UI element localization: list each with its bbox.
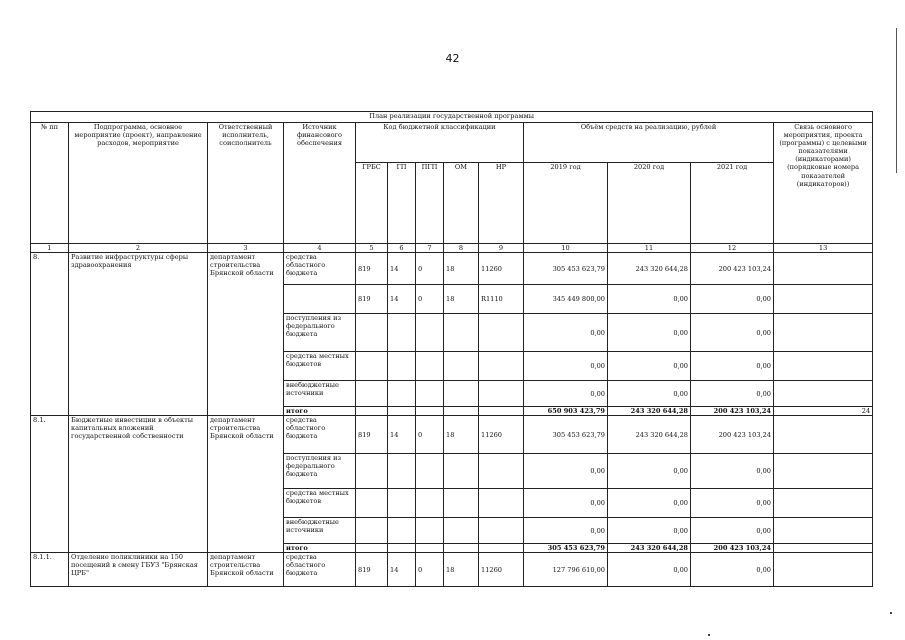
table-row <box>31 553 873 587</box>
header-pgp: ПГП <box>416 163 444 244</box>
col-number: 1 <box>31 244 69 253</box>
row-executor: департамент строительства Брянской области <box>208 553 284 587</box>
header-volume: Объём средств на реализацию, рублей <box>524 123 774 163</box>
total-label: итого <box>284 407 356 416</box>
cell-2019: 0,00 <box>524 489 608 518</box>
cell-2019: 345 449 800,00 <box>524 285 608 314</box>
program-plan-table <box>30 111 873 587</box>
cell-gp: 14 <box>388 553 416 587</box>
total-2020: 243 320 644,28 <box>608 407 691 416</box>
scan-speck <box>890 612 892 614</box>
table-row <box>31 253 873 285</box>
cell-grbs: 819 <box>356 416 388 454</box>
cell-2021: 0,00 <box>691 489 774 518</box>
col-number: 10 <box>524 244 608 253</box>
cell-pgp: 0 <box>416 553 444 587</box>
cell-2021: 0,00 <box>691 553 774 587</box>
scan-edge-line <box>896 28 897 173</box>
header-2020: 2020 год <box>608 163 691 244</box>
header-program: Подпрограмма, основное мероприятие (проект), направление расходов, мероприятие <box>69 123 208 244</box>
row-num: 8. <box>31 253 69 416</box>
cell-link <box>774 381 873 407</box>
table-row <box>31 416 873 454</box>
header-2021: 2021 год <box>691 163 774 244</box>
row-program: Бюджетные инвестиции в объекты капитальных вложений государственной собственности <box>69 416 208 553</box>
scan-speck <box>708 634 710 636</box>
cell-2019: 0,00 <box>524 352 608 381</box>
header-om: ОМ <box>444 163 479 244</box>
cell-2020: 0,00 <box>608 314 691 352</box>
row-source: средства местных бюджетов <box>284 489 356 518</box>
cell-2019: 0,00 <box>524 314 608 352</box>
col-number: 7 <box>416 244 444 253</box>
cell-grbs: 819 <box>356 253 388 285</box>
cell-2020: 0,00 <box>608 285 691 314</box>
col-number: 6 <box>388 244 416 253</box>
header-grbs: ГРБС <box>356 163 388 244</box>
header-source: Источник финансового обеспечения <box>284 123 356 244</box>
col-number: 3 <box>208 244 284 253</box>
total-link: 24 <box>774 407 873 416</box>
cell-grbs: 819 <box>356 285 388 314</box>
cell-2019: 305 453 623,79 <box>524 416 608 454</box>
page-number: 42 <box>445 52 460 65</box>
header-budget-code: Код бюджетной классификации <box>356 123 524 163</box>
row-source: средства областного бюджета <box>284 253 356 285</box>
header-nr: НР <box>479 163 524 244</box>
row-num: 8.1.1. <box>31 553 69 587</box>
cell-link <box>774 253 873 285</box>
cell-pgp: 0 <box>416 285 444 314</box>
header-num: № пп <box>31 123 69 244</box>
cell-om: 18 <box>444 416 479 454</box>
total-2019: 305 453 623,79 <box>524 544 608 553</box>
row-source <box>284 285 356 314</box>
cell-link <box>774 285 873 314</box>
cell-gp: 14 <box>388 285 416 314</box>
cell-gp: 14 <box>388 253 416 285</box>
col-number: 12 <box>691 244 774 253</box>
cell-pgp: 0 <box>416 253 444 285</box>
row-source: внебюджетные источники <box>284 381 356 407</box>
total-2021: 200 423 103,24 <box>691 407 774 416</box>
cell-2019: 127 796 610,00 <box>524 553 608 587</box>
cell-2019: 0,00 <box>524 454 608 489</box>
col-number: 4 <box>284 244 356 253</box>
table-caption: План реализации государственной программы <box>31 112 873 123</box>
row-executor: департамент строительства Брянской области <box>208 416 284 553</box>
cell-2021: 0,00 <box>691 518 774 544</box>
cell-2021: 0,00 <box>691 381 774 407</box>
header-gp: ГП <box>388 163 416 244</box>
header-row <box>31 123 873 163</box>
cell-2020: 243 320 644,28 <box>608 253 691 285</box>
cell-nr: 11260 <box>479 416 524 454</box>
total-2019: 650 903 423,79 <box>524 407 608 416</box>
cell-link <box>774 553 873 587</box>
header-executor: Ответственный исполнитель, соисполнитель <box>208 123 284 244</box>
cell-2020: 0,00 <box>608 352 691 381</box>
row-program: Развитие инфраструктуры сферы здравоохранения <box>69 253 208 416</box>
cell-link <box>774 314 873 352</box>
cell-2020: 0,00 <box>608 489 691 518</box>
cell-om: 18 <box>444 285 479 314</box>
row-source: средства областного бюджета <box>284 416 356 454</box>
cell-2021: 200 423 103,24 <box>691 253 774 285</box>
cell-2020: 0,00 <box>608 454 691 489</box>
header-link: Связь основного мероприятия, проекта (программы) с целевыми показателями (индикаторами) (порядковые номера показателей (индикаторов)) <box>774 123 873 244</box>
row-program: Отделение поликлиники на 150 посещений в смену ГБУЗ "Брянская ЦРБ" <box>69 553 208 587</box>
total-2020: 243 320 644,28 <box>608 544 691 553</box>
cell-link <box>774 454 873 489</box>
cell-nr: 11260 <box>479 553 524 587</box>
cell-link <box>774 518 873 544</box>
cell-om: 18 <box>444 553 479 587</box>
cell-2019: 305 453 623,79 <box>524 253 608 285</box>
row-num: 8.1. <box>31 416 69 553</box>
cell-2021: 0,00 <box>691 454 774 489</box>
col-number: 9 <box>479 244 524 253</box>
cell-2021: 0,00 <box>691 314 774 352</box>
cell-pgp: 0 <box>416 416 444 454</box>
cell-2020: 243 320 644,28 <box>608 416 691 454</box>
cell-gp: 14 <box>388 416 416 454</box>
cell-link <box>774 489 873 518</box>
cell-2020: 0,00 <box>608 381 691 407</box>
col-number: 8 <box>444 244 479 253</box>
cell-nr: 11260 <box>479 253 524 285</box>
table-caption-row <box>31 112 873 123</box>
row-source: внебюджетные источники <box>284 518 356 544</box>
cell-nr: R1110 <box>479 285 524 314</box>
cell-2021: 0,00 <box>691 352 774 381</box>
cell-2019: 0,00 <box>524 518 608 544</box>
column-numbers-row <box>31 244 873 253</box>
col-number: 13 <box>774 244 873 253</box>
cell-link <box>774 544 873 553</box>
cell-grbs: 819 <box>356 553 388 587</box>
cell-link <box>774 416 873 454</box>
row-source: средства местных бюджетов <box>284 352 356 381</box>
header-2019: 2019 год <box>524 163 608 244</box>
total-label: итого <box>284 544 356 553</box>
cell-2019: 0,00 <box>524 381 608 407</box>
cell-2020: 0,00 <box>608 553 691 587</box>
row-source: поступления из федерального бюджета <box>284 314 356 352</box>
total-2021: 200 423 103,24 <box>691 544 774 553</box>
cell-link <box>774 352 873 381</box>
cell-om: 18 <box>444 253 479 285</box>
cell-2020: 0,00 <box>608 518 691 544</box>
cell-2021: 200 423 103,24 <box>691 416 774 454</box>
row-source: средства областного бюджета <box>284 553 356 587</box>
col-number: 11 <box>608 244 691 253</box>
col-number: 2 <box>69 244 208 253</box>
row-executor: департамент строительства Брянской области <box>208 253 284 416</box>
col-number: 5 <box>356 244 388 253</box>
row-source: поступления из федерального бюджета <box>284 454 356 489</box>
cell-2021: 0,00 <box>691 285 774 314</box>
